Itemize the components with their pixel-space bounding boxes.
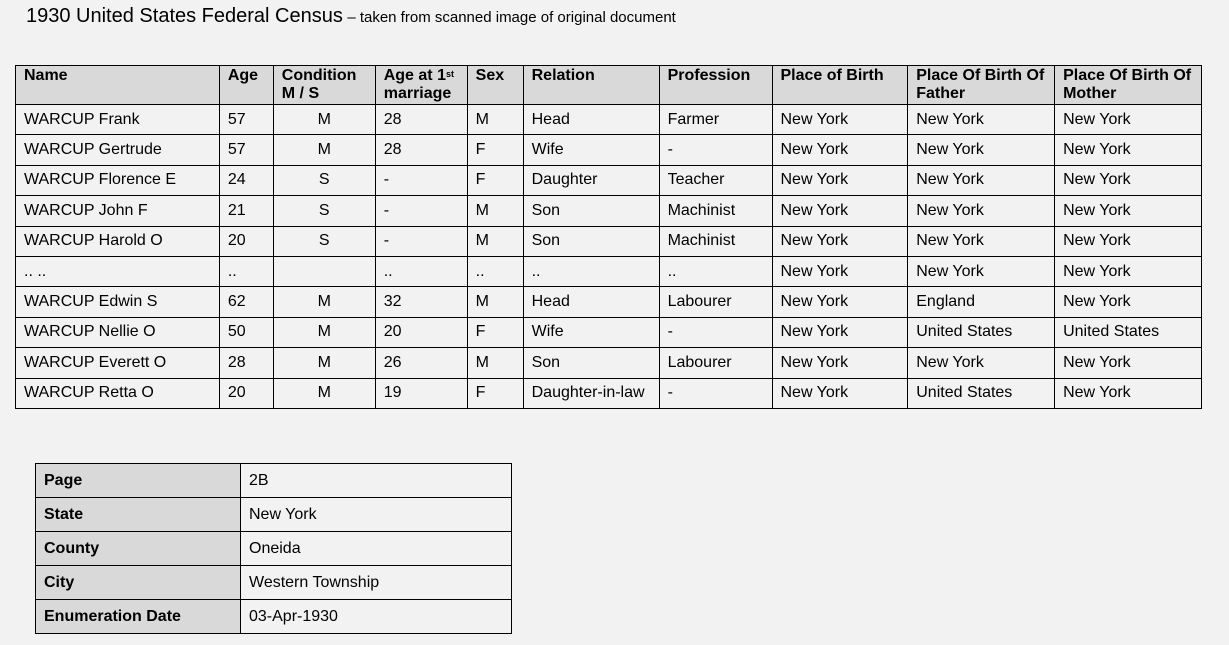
title-main: 1930 United States Federal Census [26,5,343,27]
info-label: Page [36,464,241,498]
cell-relation: Wife [523,317,659,347]
cell-sex: M [467,226,523,256]
info-label: County [36,532,241,566]
cell-condition: M [273,105,375,135]
cell-sex: F [467,317,523,347]
cell-father-birth: New York [908,105,1055,135]
page-title [26,5,676,28]
cell-mother-birth: New York [1055,105,1202,135]
info-value: 03-Apr-1930 [241,600,512,634]
cell-sex: M [467,196,523,226]
census-row [16,135,1202,165]
cell-sex: M [467,348,523,378]
census-row [16,226,1202,256]
cell-profession: Labourer [659,348,772,378]
cell-profession: Teacher [659,165,772,195]
cell-profession: Machinist [659,196,772,226]
cell-age-first-marriage: 26 [375,348,467,378]
cell-relation: Son [523,196,659,226]
cell-father-birth: New York [908,256,1055,286]
cell-name: WARCUP Everett O [16,348,220,378]
cell-profession: - [659,317,772,347]
cell-name: WARCUP Retta O [16,378,220,408]
cell-sex: F [467,378,523,408]
info-label: Enumeration Date [36,600,241,634]
info-value: New York [241,498,512,532]
census-row [16,165,1202,195]
cell-name: WARCUP Harold O [16,226,220,256]
cell-mother-birth: New York [1055,196,1202,226]
header-name: Name [16,66,220,105]
cell-sex: F [467,165,523,195]
cell-relation: Head [523,105,659,135]
cell-mother-birth: New York [1055,256,1202,286]
header-age-first-marriage: Age at 1st marriage [375,66,467,105]
cell-profession: .. [659,256,772,286]
cell-condition: M [273,135,375,165]
cell-condition: M [273,378,375,408]
cell-mother-birth: New York [1055,348,1202,378]
cell-age: 62 [219,287,273,317]
cell-place-of-birth: New York [772,256,908,286]
cell-father-birth: England [908,287,1055,317]
cell-mother-birth: New York [1055,135,1202,165]
cell-place-of-birth: New York [772,226,908,256]
info-row [36,532,512,566]
cell-age-first-marriage: 20 [375,317,467,347]
census-row [16,378,1202,408]
census-row [16,256,1202,286]
cell-condition: M [273,317,375,347]
cell-place-of-birth: New York [772,348,908,378]
info-body [36,464,512,634]
info-row [36,464,512,498]
cell-condition [273,256,375,286]
cell-father-birth: New York [908,348,1055,378]
cell-mother-birth: New York [1055,165,1202,195]
cell-age-first-marriage: - [375,226,467,256]
cell-age-first-marriage: 28 [375,105,467,135]
cell-place-of-birth: New York [772,317,908,347]
cell-father-birth: New York [908,226,1055,256]
header-father-birth: Place Of Birth Of Father [908,66,1055,105]
cell-age: 20 [219,226,273,256]
title-subtitle: – taken from scanned image of original document [347,9,676,26]
cell-father-birth: United States [908,317,1055,347]
info-table [35,463,512,634]
cell-name: .. .. [16,256,220,286]
cell-relation: Head [523,287,659,317]
header-relation: Relation [523,66,659,105]
cell-mother-birth: New York [1055,226,1202,256]
cell-father-birth: New York [908,135,1055,165]
census-header-row [16,66,1202,105]
header-age: Age [219,66,273,105]
info-value: Oneida [241,532,512,566]
cell-age-first-marriage: .. [375,256,467,286]
cell-sex: M [467,105,523,135]
cell-condition: M [273,287,375,317]
census-body [16,105,1202,409]
cell-name: WARCUP Edwin S [16,287,220,317]
cell-relation: Wife [523,135,659,165]
cell-age-first-marriage: - [375,165,467,195]
cell-place-of-birth: New York [772,165,908,195]
info-label: City [36,566,241,600]
header-condition: Condition M / S [273,66,375,105]
cell-relation: .. [523,256,659,286]
cell-age: 28 [219,348,273,378]
cell-profession: Machinist [659,226,772,256]
cell-profession: Farmer [659,105,772,135]
cell-father-birth: New York [908,165,1055,195]
info-row [36,600,512,634]
cell-name: WARCUP Nellie O [16,317,220,347]
cell-mother-birth: New York [1055,287,1202,317]
cell-age: 50 [219,317,273,347]
info-value: 2B [241,464,512,498]
cell-age: .. [219,256,273,286]
cell-profession: - [659,135,772,165]
cell-place-of-birth: New York [772,378,908,408]
info-value: Western Township [241,566,512,600]
cell-condition: S [273,165,375,195]
header-profession: Profession [659,66,772,105]
cell-name: WARCUP Gertrude [16,135,220,165]
cell-age-first-marriage: - [375,196,467,226]
cell-place-of-birth: New York [772,196,908,226]
cell-mother-birth: United States [1055,317,1202,347]
cell-mother-birth: New York [1055,378,1202,408]
cell-place-of-birth: New York [772,105,908,135]
cell-age: 24 [219,165,273,195]
cell-name: WARCUP Frank [16,105,220,135]
census-table [15,65,1202,409]
cell-age: 21 [219,196,273,226]
cell-age: 57 [219,105,273,135]
cell-place-of-birth: New York [772,135,908,165]
cell-condition: S [273,196,375,226]
header-sex: Sex [467,66,523,105]
cell-age-first-marriage: 28 [375,135,467,165]
census-row [16,348,1202,378]
cell-father-birth: United States [908,378,1055,408]
cell-sex: M [467,287,523,317]
cell-age-first-marriage: 32 [375,287,467,317]
cell-profession: Labourer [659,287,772,317]
cell-name: WARCUP Florence E [16,165,220,195]
cell-condition: S [273,226,375,256]
cell-name: WARCUP John F [16,196,220,226]
census-row [16,287,1202,317]
cell-father-birth: New York [908,196,1055,226]
cell-age: 20 [219,378,273,408]
header-mother-birth: Place Of Birth Of Mother [1055,66,1202,105]
cell-sex: .. [467,256,523,286]
cell-sex: F [467,135,523,165]
cell-relation: Son [523,226,659,256]
census-row [16,105,1202,135]
info-row [36,498,512,532]
header-place-of-birth: Place of Birth [772,66,908,105]
cell-relation: Daughter-in-law [523,378,659,408]
cell-relation: Son [523,348,659,378]
info-label: State [36,498,241,532]
cell-condition: M [273,348,375,378]
info-row [36,566,512,600]
cell-relation: Daughter [523,165,659,195]
cell-place-of-birth: New York [772,287,908,317]
census-row [16,196,1202,226]
census-row [16,317,1202,347]
cell-age-first-marriage: 19 [375,378,467,408]
cell-profession: - [659,378,772,408]
cell-age: 57 [219,135,273,165]
